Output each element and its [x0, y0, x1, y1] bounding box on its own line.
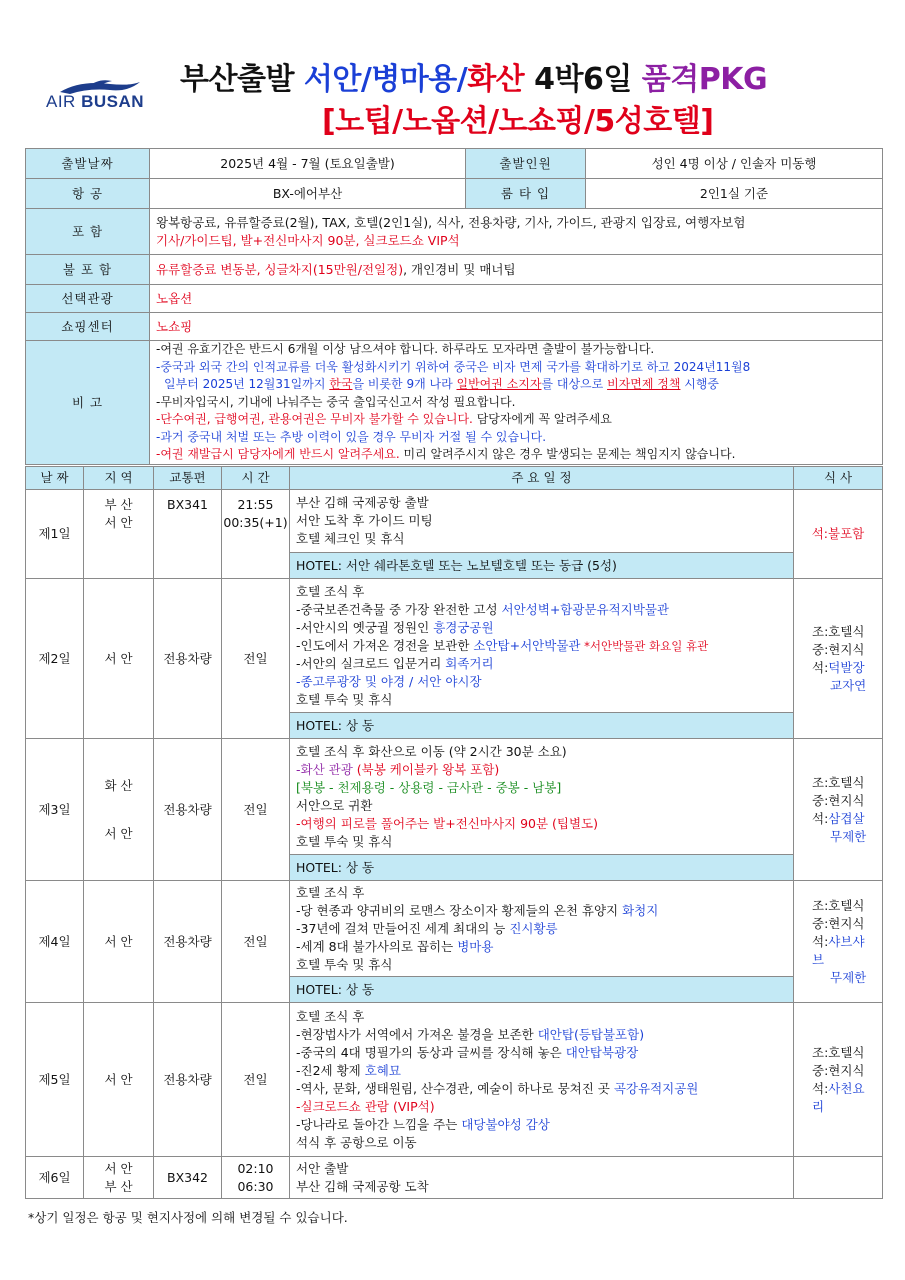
- day2-hotel: HOTEL: 상 동: [290, 713, 794, 739]
- schedule-table: [25, 466, 883, 1199]
- day6-transport: BX342: [154, 1157, 222, 1199]
- header-transport: 교통편: [154, 467, 222, 490]
- day4-plan: 호텔 조식 후 -당 현종과 양귀비의 로맨스 장소이자 황제들의 온천 휴양지 화청지 -37년에 걸쳐 만들어진 세계 최대의 능 진시황릉 -세계 8대 불가사의로 꼽히는 병마용 호텔 투숙 및 휴식: [290, 881, 794, 977]
- day6-plan: 서안 출발 부산 김해 국제공항 도착: [290, 1157, 794, 1199]
- day2-transport: 전용차량: [154, 579, 222, 739]
- include-value: 왕복항공료, 유류할증료(2월), TAX, 호텔(2인1실), 식사, 전용차량, 기사, 가이드, 관광지 입장료, 여행자보험 기사/가이드팁, 발+전신마사지 90분, 실크로드쇼 VIP석: [150, 209, 883, 255]
- day6-label: 제6일: [26, 1157, 84, 1199]
- exclude-label: 불 포 함: [26, 255, 150, 285]
- day3-time: 전일: [222, 739, 290, 881]
- day6-meal: [794, 1157, 883, 1199]
- room-value: 2인1실 기준: [586, 179, 883, 209]
- air-label: 항 공: [26, 179, 150, 209]
- day4-transport: 전용차량: [154, 881, 222, 1003]
- option-label: 선택관광: [26, 285, 150, 313]
- day1-label: 제1일: [26, 490, 84, 579]
- room-label: 룸 타 입: [466, 179, 586, 209]
- day1-transport: BX341: [154, 490, 222, 579]
- day3-meal: 조:호텔식 중:현지식 석:삼겹살 무제한: [794, 739, 883, 881]
- day3-region: 화 산 서 안: [84, 739, 154, 881]
- day4-hotel: HOTEL: 상 동: [290, 977, 794, 1003]
- option-value: 노옵션: [150, 285, 883, 313]
- page-title: 부산출발 서안/병마용/화산 4박6일 품격PKG: [180, 62, 768, 97]
- day5-region: 서 안: [84, 1003, 154, 1157]
- day4-time: 전일: [222, 881, 290, 1003]
- day4-label: 제4일: [26, 881, 84, 1003]
- include-label: 포 함: [26, 209, 150, 255]
- day4-meal: 조:호텔식 중:현지식 석:샤브샤브 무제한: [794, 881, 883, 1003]
- header-region: 지 역: [84, 467, 154, 490]
- exclude-value: 유류할증료 변동분, 싱글차지(15만원/전일정), 개인경비 및 매너팁: [150, 255, 883, 285]
- day5-label: 제5일: [26, 1003, 84, 1157]
- remark-label: 비 고: [26, 341, 150, 465]
- day6-time: 02:10 06:30: [222, 1157, 290, 1199]
- day5-meal: 조:호텔식 중:현지식 석:사천요리: [794, 1003, 883, 1157]
- date-label: 출발날짜: [26, 149, 150, 179]
- day2-time: 전일: [222, 579, 290, 739]
- day1-time: 21:55 00:35(+1): [222, 490, 290, 579]
- day2-meal: 조:호텔식 중:현지식 석:덕발장 교자연: [794, 579, 883, 739]
- shop-value: 노쇼핑: [150, 313, 883, 341]
- day5-transport: 전용차량: [154, 1003, 222, 1157]
- air-value: BX-에어부산: [150, 179, 466, 209]
- day3-hotel: HOTEL: 상 동: [290, 855, 794, 881]
- date-value: 2025년 4월 - 7월 (토요일출발): [150, 149, 466, 179]
- day5-plan: 호텔 조식 후 -현장법사가 서역에서 가져온 불경을 보존한 대안탑(등탑불포함) -중국의 4대 명필가의 동상과 글씨를 장식해 놓은 대안탑북광장 -진2세 황제 호혜묘 -역사, 문화, 생태원림, 산수경관, 예술이 하나로 뭉쳐진 곳 곡강유적지공원 -실크로드쇼 관람 (VIP석) -당나라로 돌아간 느낌을 주는 대당불야성 감상 석식 후 공항으로 이동: [290, 1003, 794, 1157]
- day5-time: 전일: [222, 1003, 290, 1157]
- day3-label: 제3일: [26, 739, 84, 881]
- day4-region: 서 안: [84, 881, 154, 1003]
- people-value: 성인 4명 이상 / 인솔자 미동행: [586, 149, 883, 179]
- header-meal: 식 사: [794, 467, 883, 490]
- day3-transport: 전용차량: [154, 739, 222, 881]
- day2-plan: 호텔 조식 후 -중국보존건축물 중 가장 완전한 고성 서안성벽+함광문유적지박물관 -서안시의 옛궁궐 정원인 흥경궁공원 -인도에서 가져온 경전을 보관한 소안탑+서안박물관 *서안박물관 화요일 휴관 -서안의 실크로드 입문거리 회족거리 -종고루광장 및 야경 / 서안 야시장 호텔 투숙 및 휴식: [290, 579, 794, 713]
- page-subtitle: [노팁/노옵션/노쇼핑/5성호텔]: [322, 104, 714, 139]
- shop-label: 쇼핑센터: [26, 313, 150, 341]
- day3-plan: 호텔 조식 후 화산으로 이동 (약 2시간 30분 소요) -화산 관광 (북봉 케이블카 왕복 포함) [북봉 - 천제용령 - 상용령 - 금사관 - 중봉 - 남봉] 서안으로 귀환 -여행의 피로를 풀어주는 발+전신마사지 90분 (팁별도) 호텔 투숙 및 휴식: [290, 739, 794, 855]
- day1-plan: 부산 김해 국제공항 출발 서안 도착 후 가이드 미팅 호텔 체크인 및 휴식: [290, 490, 794, 553]
- footnote: *상기 일정은 항공 및 현지사정에 의해 변경될 수 있습니다.: [28, 1210, 348, 1225]
- day1-region: 부 산 서 안: [84, 490, 154, 579]
- day2-region: 서 안: [84, 579, 154, 739]
- day6-region: 서 안 부 산: [84, 1157, 154, 1199]
- header-time: 시 간: [222, 467, 290, 490]
- brand-logo: AIR BUSAN: [46, 92, 145, 111]
- day1-meal: 석:불포함: [794, 490, 883, 579]
- remark-value: -여권 유효기간은 반드시 6개월 이상 남으셔야 합니다. 하루라도 모자라면 출발이 불가능합니다. -중국과 외국 간의 인적교류를 더욱 활성화시키기 위하여 중국은 비자 면제 국가를 확대하기로 하고 2024년11월8 일부터 2025년 12월31일까지 한국을 비롯한 9개 나라 일반여권 소지자를 대상으로 비자면제 정책 시행중 -무비자입국시, 기내에 나눠주는 중국 출입국신고서 작성 필요합니다. -단수여권, 급행여권, 관용여권은 무비자 불가할 수 있습니다. 담당자에게 꼭 알려주세요 -과거 중국내 처벌 또는 추방 이력이 있을 경우 무비자 거절 될 수 있습니다. -여권 재발급시 담당자에게 반드시 알려주세요. 미리 알려주시지 않은 경우 발생되는 문제는 책임지지 않습니다.: [150, 341, 883, 465]
- header-day: 날 짜: [26, 467, 84, 490]
- info-table: [25, 148, 883, 465]
- people-label: 출발인원: [466, 149, 586, 179]
- day1-hotel: HOTEL: 서안 쉐라톤호텔 또는 노보텔호텔 또는 동급 (5성): [290, 553, 794, 579]
- header-plan: 주 요 일 정: [290, 467, 794, 490]
- day2-label: 제2일: [26, 579, 84, 739]
